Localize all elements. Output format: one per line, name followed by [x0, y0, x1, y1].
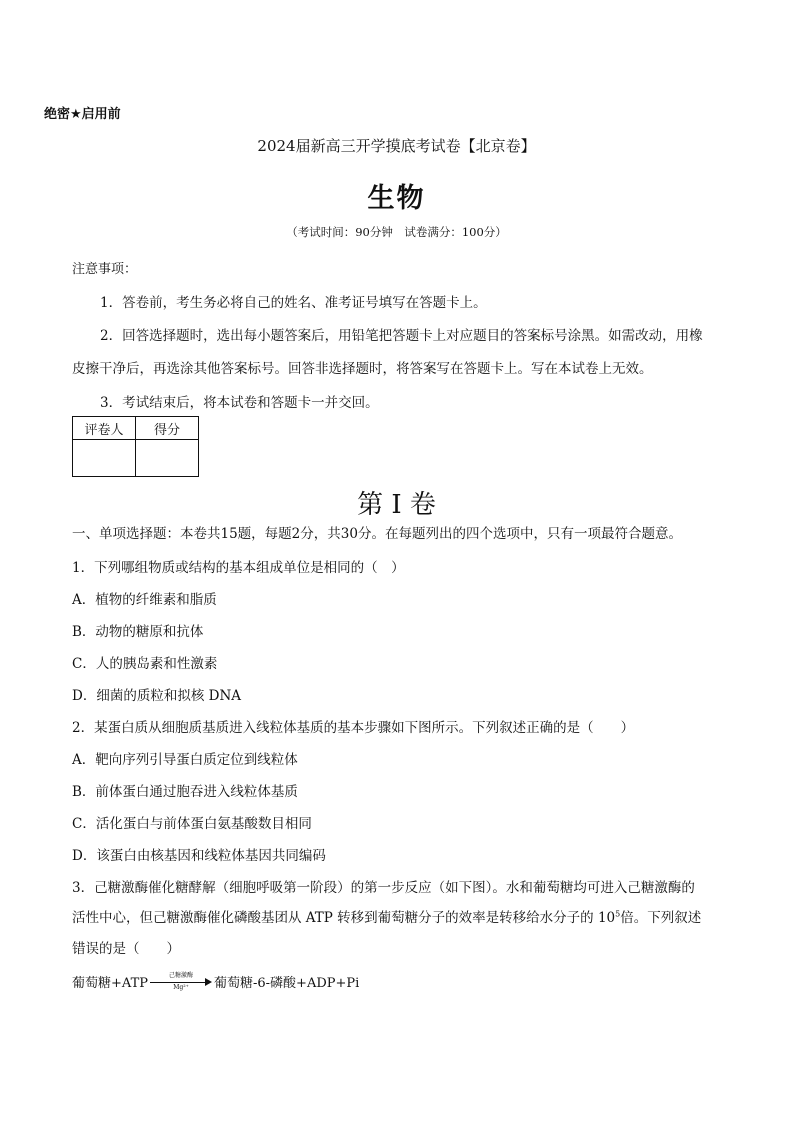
- score-table-header-grader: 评卷人: [73, 417, 136, 440]
- exam-info: （考试时间：90分钟 试卷满分：100分）: [286, 225, 507, 239]
- question-3-stem-line-1: 3．己糖激酶催化糖酵解（细胞呼吸第一阶段）的第一步反应（如下图）。水和葡萄糖均可进入己糖激酶的: [72, 880, 695, 896]
- question-3-stem-line-2-b: 倍。下列叙述: [620, 910, 702, 926]
- exam-title: 2024届新高三开学摸底考试卷【北京卷】: [257, 137, 536, 155]
- notice-item-2-line-2: 皮擦干净后，再选涂其他答案标号。回答非选择题时，将答案写在答题卡上。写在本试卷上无效。: [72, 361, 653, 377]
- question-1-stem: 1．下列哪组物质或结构的基本组成单位是相同的（ ）: [72, 560, 405, 576]
- reaction-equation: [72, 972, 359, 991]
- reaction-arrow: [150, 973, 212, 991]
- reaction-reactants: 葡萄糖+ATP: [72, 976, 148, 991]
- notice-heading: 注意事项：: [72, 262, 138, 277]
- question-1-option-c: C．人的胰岛素和性激素: [72, 656, 218, 672]
- score-table-header-score: 得分: [136, 417, 199, 440]
- question-3-stem-line-2-a: 活性中心，但己糖激酶催化磷酸基团从 ATP 转移到葡萄糖分子的效率是转移给水分子的 10: [72, 910, 616, 926]
- question-3-stem-line-3: 错误的是（ ）: [72, 941, 180, 957]
- question-3-stem-line-2: [72, 906, 701, 926]
- notice-item-1: 1．答卷前，考生务必将自己的姓名、准考证号填写在答题卡上。: [100, 295, 487, 311]
- question-2-stem: 2．某蛋白质从细胞质基质进入线粒体基质的基本步骤如下图所示。下列叙述正确的是（ ）: [72, 720, 635, 736]
- question-3-exponent: 5: [615, 909, 621, 919]
- question-2-option-d: D．该蛋白由核基因和线粒体基因共同编码: [72, 848, 326, 864]
- question-1-option-b: B．动物的糖原和抗体: [72, 624, 204, 640]
- reaction-products: 葡萄糖-6-磷酸+ADP+Pi: [214, 976, 360, 991]
- question-1-option-d: D．细菌的质粒和拟核 DNA: [72, 688, 242, 704]
- reaction-cofactor-label: Mg²⁺: [173, 983, 189, 991]
- section-instruction: 一、单项选择题：本卷共15题，每题2分，共30分。在每题列出的四个选项中，只有一项最符合题意。: [72, 526, 682, 542]
- part-title: 第 I 卷: [357, 490, 436, 520]
- arrow-line: [150, 982, 206, 983]
- notice-item-2-line-1: 2．回答选择题时，选出每小题答案后，用铅笔把答题卡上对应题目的答案标号涂黑。如需改动，用橡: [100, 328, 703, 344]
- subject-title: 生物: [367, 183, 426, 214]
- notice-item-3: 3．考试结束后，将本试卷和答题卡一并交回。: [100, 395, 379, 411]
- secret-mark: 绝密★启用前: [44, 107, 121, 122]
- score-table: [72, 416, 199, 477]
- question-1-option-a: A．植物的纤维素和脂质: [72, 592, 217, 608]
- question-2-option-a: A．靶向序列引导蛋白质定位到线粒体: [72, 752, 298, 768]
- score-table-cell-grader[interactable]: [73, 440, 136, 477]
- question-2-option-b: B．前体蛋白通过胞吞进入线粒体基质: [72, 784, 298, 800]
- score-table-cell-score[interactable]: [136, 440, 199, 477]
- question-2-option-c: C．活化蛋白与前体蛋白氨基酸数目相同: [72, 816, 312, 832]
- reaction-enzyme-label: 己糖激酶: [168, 971, 193, 979]
